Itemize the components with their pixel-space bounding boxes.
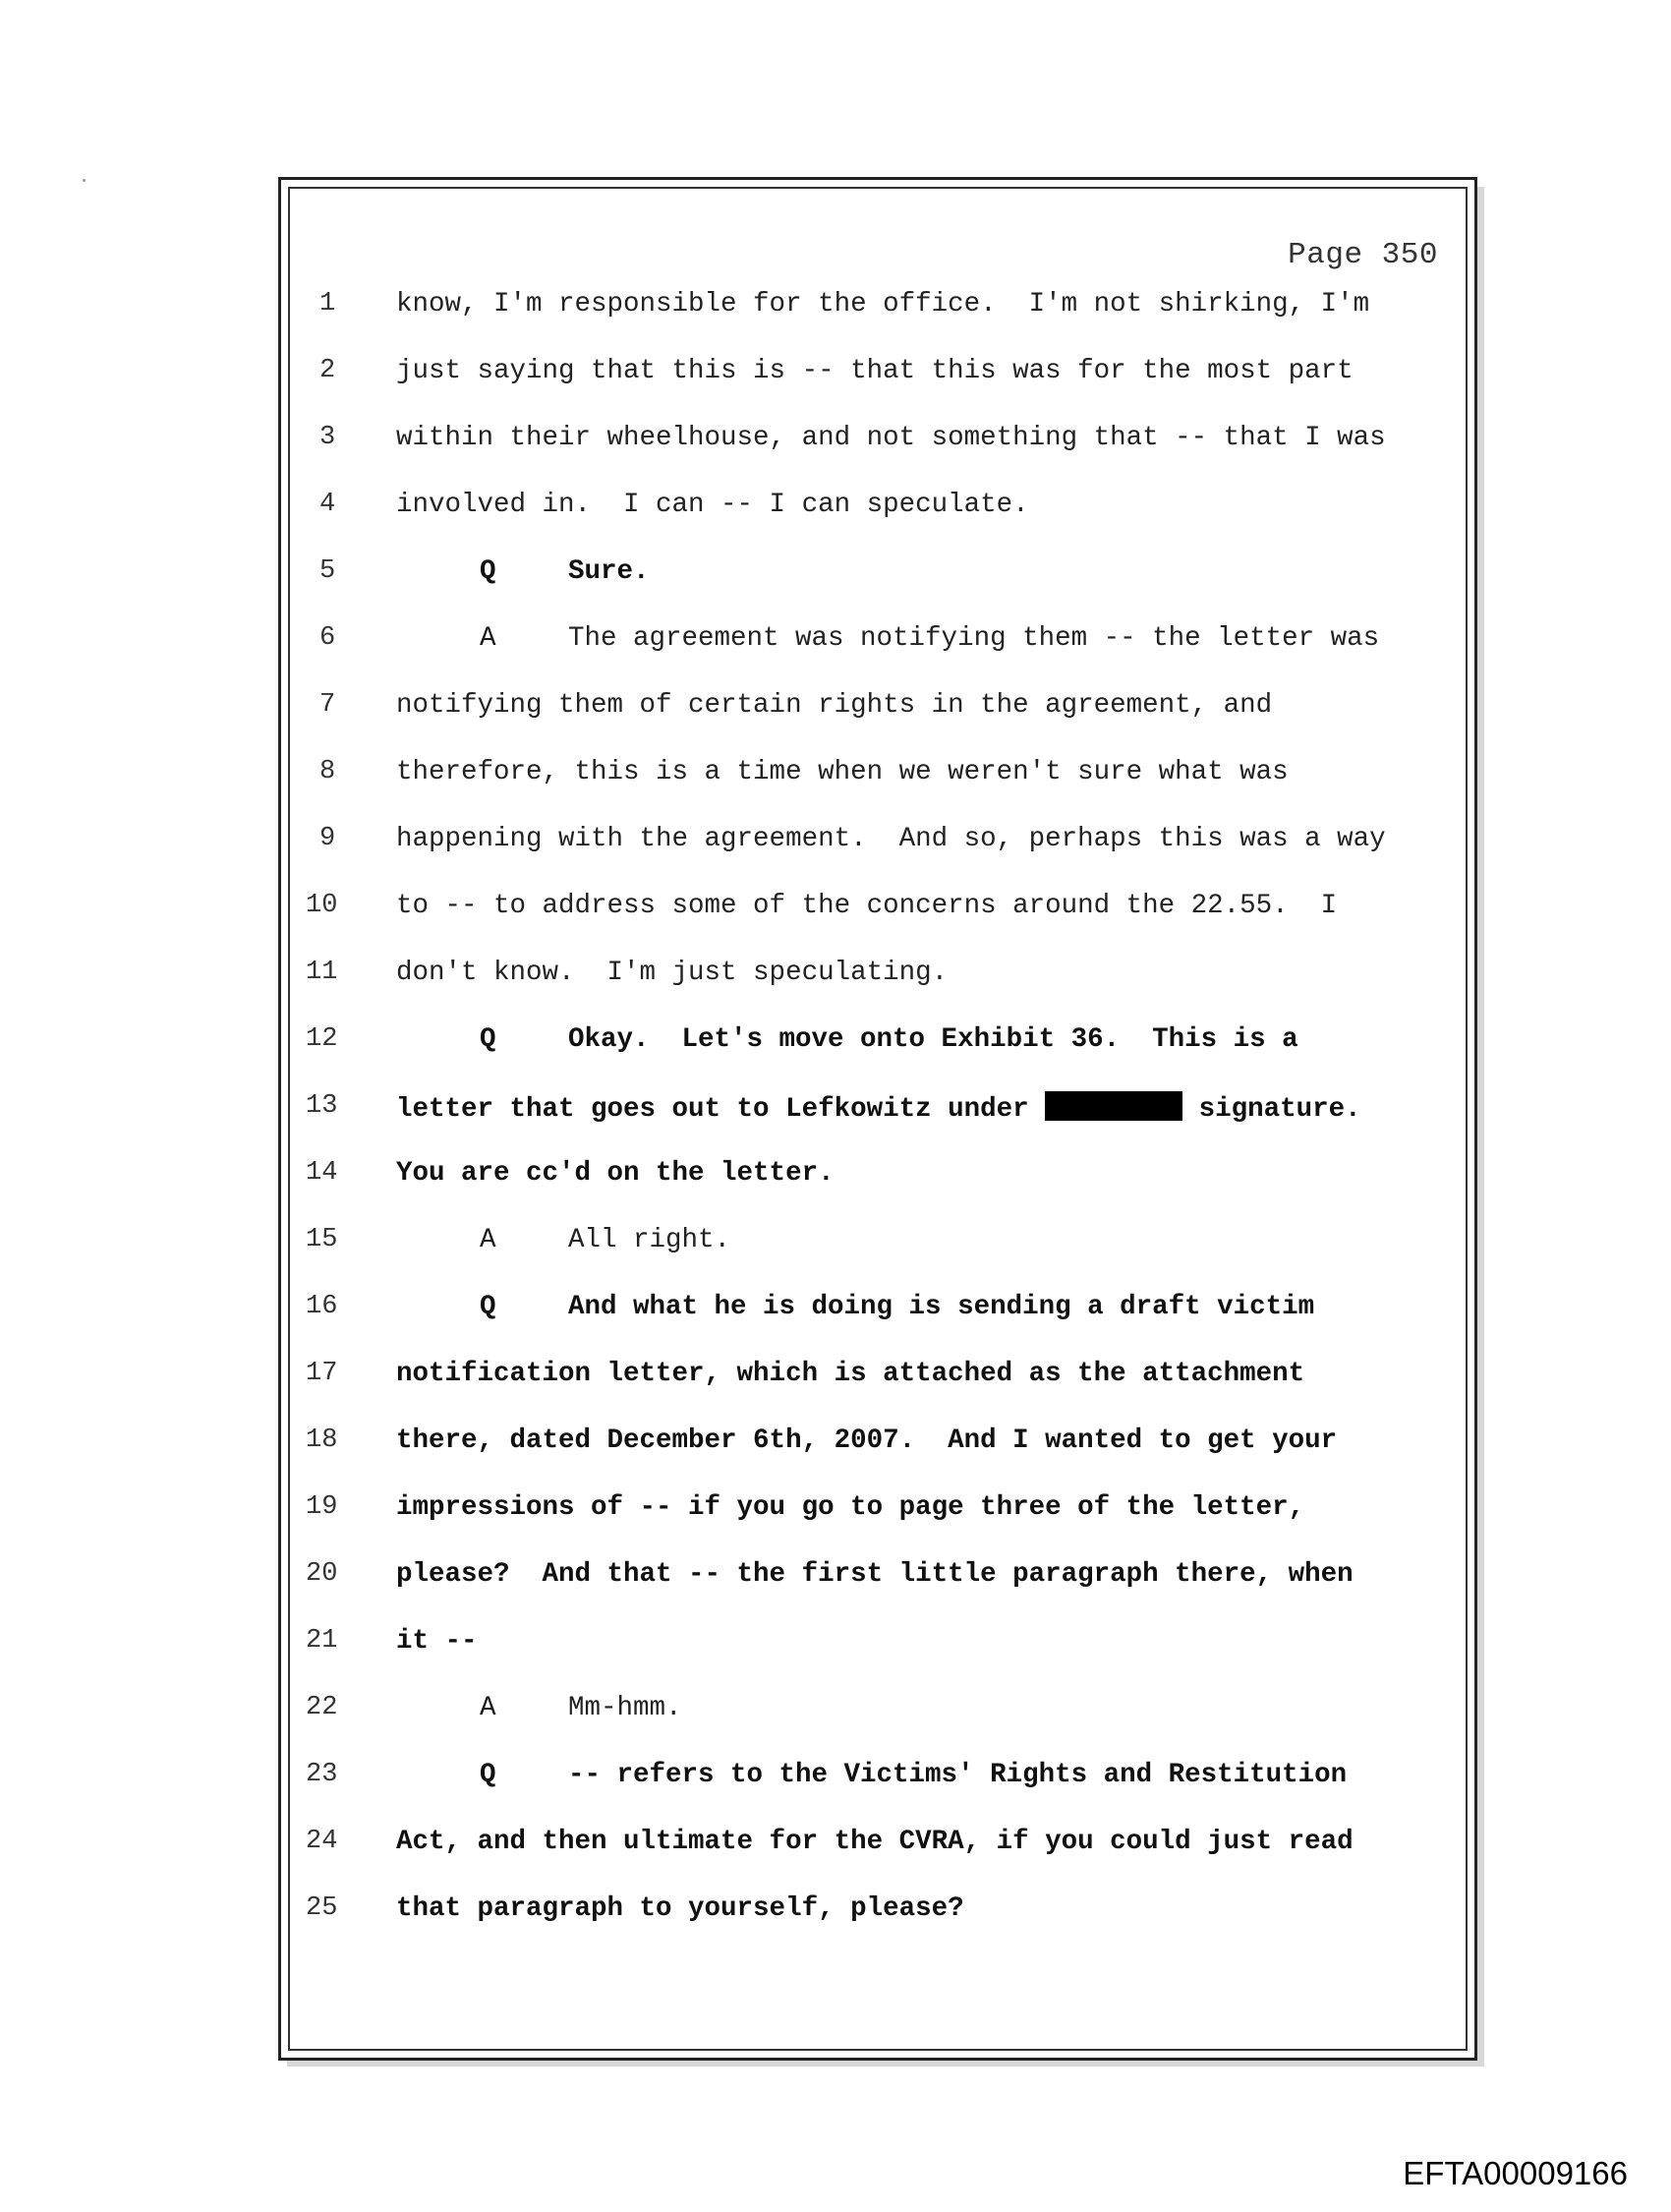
transcript-line-12 xyxy=(290,1024,1466,1064)
line-number: 15 xyxy=(306,1225,338,1254)
line-number: 4 xyxy=(319,490,336,519)
line-number: 13 xyxy=(306,1091,338,1121)
transcript-line-21 xyxy=(290,1626,1466,1665)
line-number: 16 xyxy=(306,1292,338,1321)
line-number: 24 xyxy=(306,1827,338,1856)
line-text: there, dated December 6th, 2007. And I wanted to get your xyxy=(396,1426,1338,1456)
line-number: 2 xyxy=(319,356,336,385)
line-text: You are cc'd on the letter. xyxy=(396,1158,835,1189)
page-number: Page 350 xyxy=(1288,238,1438,272)
line-number: 9 xyxy=(319,824,336,853)
line-text: happening with the agreement. And so, perhaps this was a way xyxy=(396,824,1386,854)
line-number: 3 xyxy=(319,423,336,452)
transcript-line-19 xyxy=(290,1492,1466,1532)
transcript-page-inner-border xyxy=(288,187,1468,2051)
line-text xyxy=(396,1091,1361,1125)
line-number: 12 xyxy=(306,1024,338,1054)
transcript-line-2 xyxy=(290,356,1466,395)
line-text: Sure. xyxy=(568,556,650,587)
line-text: The agreement was notifying them -- the letter was xyxy=(568,623,1380,654)
line-text: Okay. Let's move onto Exhibit 36. This is a xyxy=(568,1024,1298,1055)
speaker-label-a: A xyxy=(480,623,496,654)
document-id: EFTA00009166 xyxy=(1403,2155,1628,2191)
line-text: Mm-hmm. xyxy=(568,1693,682,1723)
transcript-page-frame xyxy=(278,177,1477,2061)
line-text: that paragraph to yourself, please? xyxy=(396,1893,964,1924)
line-number: 7 xyxy=(319,690,336,720)
scan-speck xyxy=(83,179,86,182)
line-text: impressions of -- if you go to page three of the letter, xyxy=(396,1492,1305,1523)
line-text: to -- to address some of the concerns around the 22.55. I xyxy=(396,891,1338,921)
transcript-line-4 xyxy=(290,490,1466,529)
line-text-before-redaction: letter that goes out to Lefkowitz under xyxy=(396,1094,1046,1125)
speaker-label-q: Q xyxy=(480,1292,496,1322)
line-text: know, I'm responsible for the office. I'm not shirking, I'm xyxy=(396,289,1370,320)
line-text: within their wheelhouse, and not something that -- that I was xyxy=(396,423,1386,453)
line-number: 14 xyxy=(306,1158,338,1188)
line-number: 5 xyxy=(319,556,336,586)
redaction-block xyxy=(1045,1091,1182,1121)
transcript-line-11 xyxy=(290,958,1466,997)
transcript-line-1 xyxy=(290,289,1466,328)
transcript-line-8 xyxy=(290,757,1466,796)
transcript-line-24 xyxy=(290,1827,1466,1866)
transcript-line-5 xyxy=(290,556,1466,596)
speaker-label-q: Q xyxy=(480,1024,496,1055)
line-text: please? And that -- the first little paragraph there, when xyxy=(396,1559,1354,1590)
line-text: don't know. I'm just speculating. xyxy=(396,958,949,988)
speaker-label-q: Q xyxy=(480,556,496,587)
line-number: 20 xyxy=(306,1559,338,1589)
line-number: 6 xyxy=(319,623,336,653)
line-text: it -- xyxy=(396,1626,478,1657)
line-text: notifying them of certain rights in the agreement, and xyxy=(396,690,1273,721)
line-number: 11 xyxy=(306,958,338,987)
line-number: 8 xyxy=(319,757,336,786)
line-text: therefore, this is a time when we weren't sure what was xyxy=(396,757,1289,787)
line-number: 18 xyxy=(306,1426,338,1455)
line-number: 10 xyxy=(306,891,338,920)
line-text: notification letter, which is attached as the attachment xyxy=(396,1359,1305,1389)
transcript-line-18 xyxy=(290,1426,1466,1465)
transcript-line-6 xyxy=(290,623,1466,663)
transcript-line-3 xyxy=(290,423,1466,462)
speaker-label-q: Q xyxy=(480,1760,496,1790)
transcript-line-10 xyxy=(290,891,1466,930)
line-text-after-redaction: signature. xyxy=(1182,1094,1361,1125)
speaker-label-a: A xyxy=(480,1693,496,1723)
line-number: 22 xyxy=(306,1693,338,1722)
line-text: And what he is doing is sending a draft victim xyxy=(568,1292,1315,1322)
transcript-line-20 xyxy=(290,1559,1466,1599)
transcript-line-14 xyxy=(290,1158,1466,1197)
line-number: 21 xyxy=(306,1626,338,1656)
line-text: involved in. I can -- I can speculate. xyxy=(396,490,1029,520)
line-text: All right. xyxy=(568,1225,731,1255)
transcript-line-16 xyxy=(290,1292,1466,1331)
line-number: 1 xyxy=(319,289,336,319)
transcript-line-25 xyxy=(290,1893,1466,1933)
transcript-line-7 xyxy=(290,690,1466,729)
transcript-line-15 xyxy=(290,1225,1466,1264)
transcript-line-23 xyxy=(290,1760,1466,1799)
speaker-label-a: A xyxy=(480,1225,496,1255)
transcript-line-13 xyxy=(290,1091,1466,1131)
transcript-line-9 xyxy=(290,824,1466,863)
line-text: -- refers to the Victims' Rights and Restitution xyxy=(568,1760,1348,1790)
line-number: 17 xyxy=(306,1359,338,1388)
line-number: 25 xyxy=(306,1893,338,1923)
line-number: 23 xyxy=(306,1760,338,1789)
line-number: 19 xyxy=(306,1492,338,1522)
transcript-line-17 xyxy=(290,1359,1466,1398)
line-text: just saying that this is -- that this was for the most part xyxy=(396,356,1354,386)
line-text: Act, and then ultimate for the CVRA, if you could just read xyxy=(396,1827,1354,1857)
transcript-line-22 xyxy=(290,1693,1466,1732)
